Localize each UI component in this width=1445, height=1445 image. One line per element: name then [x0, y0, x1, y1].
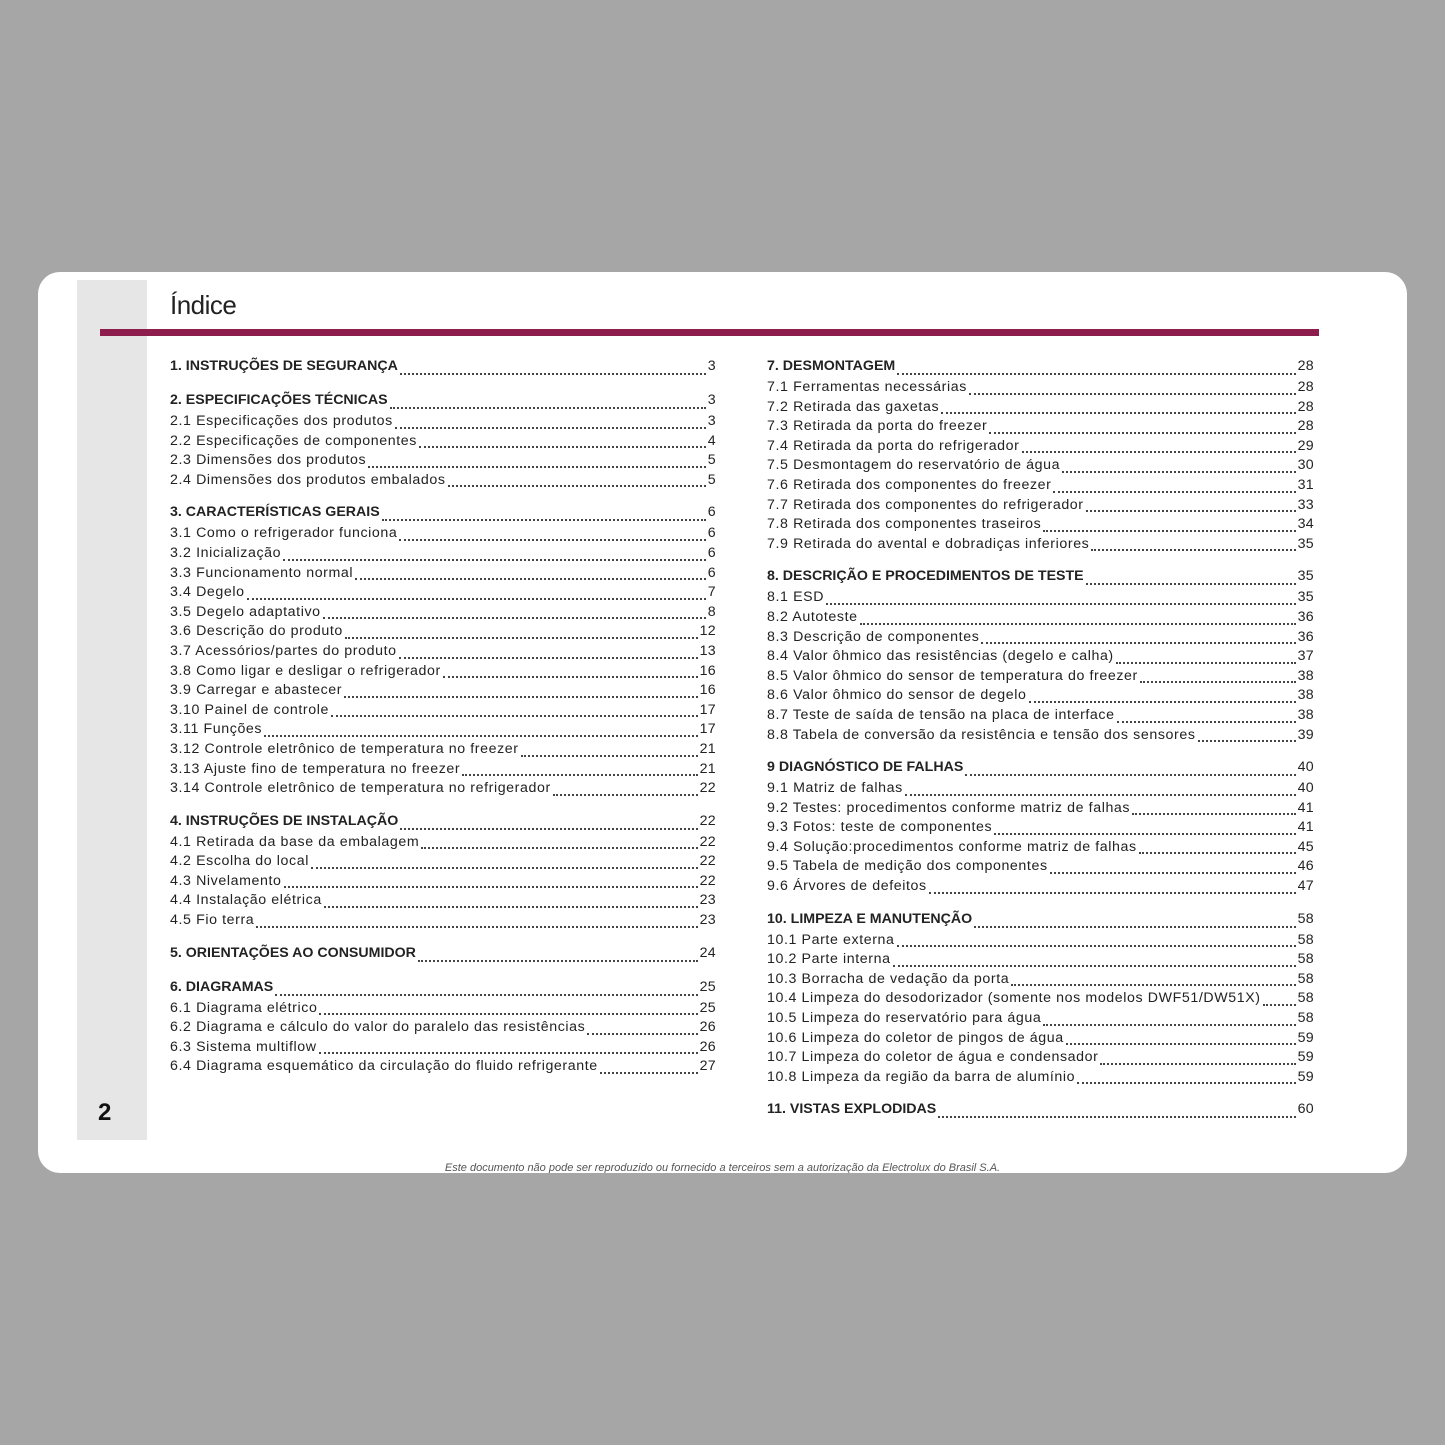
dot-leader: [421, 846, 697, 849]
toc-page-number: 7: [707, 584, 716, 601]
toc-page-number: 8: [707, 603, 716, 620]
toc-page-number: 28: [1297, 358, 1314, 374]
toc-page-number: 41: [1297, 819, 1314, 836]
toc-entry[interactable]: [767, 668, 1314, 688]
dot-leader: [965, 773, 1295, 776]
toc-page-number: 31: [1297, 476, 1314, 493]
toc-entry-label: 9.5 Tabela de medição dos componentes: [767, 858, 1048, 875]
toc-entry-label: 7.9 Retirada do avental e dobradiças inferiores: [767, 535, 1090, 552]
toc-entry[interactable]: [170, 413, 716, 433]
dot-leader: [1086, 582, 1296, 585]
toc-entry[interactable]: [767, 497, 1314, 517]
toc-entry-label: 9.1 Matriz de falhas: [767, 780, 903, 797]
toc-entry[interactable]: [170, 873, 716, 893]
toc-page-number: 22: [699, 780, 716, 797]
toc-entry[interactable]: [767, 707, 1314, 727]
dot-leader: [344, 695, 697, 698]
toc-entry[interactable]: [170, 741, 716, 761]
toc-entry-label: 8.7 Teste de saída de tensão na placa de interface: [767, 706, 1115, 723]
toc-entry-label: 7.1 Ferramentas necessárias: [767, 379, 967, 395]
toc-entry[interactable]: [170, 892, 716, 912]
toc-entry[interactable]: [170, 584, 716, 604]
toc-entry-label: 10.4 Limpeza do desodorizador (somente nos modelos DWF51/DW51X): [767, 990, 1261, 1007]
toc-entry[interactable]: [767, 819, 1314, 839]
toc-page-number: 37: [1297, 648, 1314, 665]
toc-entry-label: 4.4 Instalação elétrica: [170, 892, 322, 909]
toc-section-heading[interactable]: [170, 813, 716, 834]
toc-entry[interactable]: [170, 643, 716, 663]
dot-leader: [1140, 680, 1296, 683]
toc-entry[interactable]: [170, 1039, 716, 1059]
toc-page-number: 59: [1297, 1068, 1314, 1085]
toc-entry-label: 7.3 Retirada da porta do freezer: [767, 418, 988, 435]
dot-leader: [443, 675, 698, 678]
toc-page-number: 45: [1297, 838, 1314, 855]
toc-entry[interactable]: [767, 800, 1314, 820]
toc-entry-label: 7.6 Retirada dos componentes do freezer: [767, 476, 1052, 493]
toc-section: [170, 945, 716, 966]
toc-page-number: 25: [699, 999, 716, 1016]
dot-leader: [1022, 450, 1296, 453]
dot-leader: [587, 1032, 697, 1035]
toc-entry[interactable]: [170, 702, 716, 722]
dot-leader: [826, 602, 1296, 605]
toc-entry-label: 9.2 Testes: procedimentos conforme matriz de falhas: [767, 799, 1131, 816]
toc-page-number: 33: [1297, 496, 1314, 513]
toc-section-heading[interactable]: [170, 945, 716, 966]
toc-entry[interactable]: [170, 525, 716, 545]
toc-entry[interactable]: [170, 834, 716, 854]
dot-leader: [319, 1012, 697, 1015]
toc-entry[interactable]: [170, 452, 716, 472]
toc-entry-label: 8.1 ESD: [767, 589, 825, 606]
toc-page-number: 28: [1297, 418, 1314, 435]
toc-page-number: 58: [1297, 951, 1314, 968]
dot-leader: [897, 944, 1296, 947]
toc-section: [170, 979, 716, 1078]
toc-heading-label: 1. INSTRUÇÕES DE SEGURANÇA: [170, 358, 398, 374]
toc-page-number: 58: [1297, 910, 1314, 927]
toc-entry-label: 9.3 Fotos: teste de componentes: [767, 819, 993, 836]
toc-section: [170, 358, 716, 379]
dot-leader: [553, 793, 698, 796]
toc-entry[interactable]: [170, 1019, 716, 1039]
toc-section-heading[interactable]: [170, 504, 716, 525]
toc-entry-label: 6.2 Diagrama e cálculo do valor do paralelo das resistências: [170, 1019, 586, 1036]
toc-entry-label: 3.5 Degelo adaptativo: [170, 603, 321, 620]
toc-entry-label: 7.5 Desmontagem do reservatório de água: [767, 457, 1061, 474]
toc-entry[interactable]: [170, 761, 716, 781]
dot-leader: [382, 518, 706, 521]
toc-entry[interactable]: [767, 379, 1314, 399]
toc-page-number: 41: [1297, 799, 1314, 816]
toc-page-number: 3: [707, 413, 716, 429]
dot-leader: [311, 866, 698, 869]
toc-entry-label: 3.7 Acessórios/partes do produto: [170, 642, 397, 659]
toc-page-number: 22: [699, 833, 716, 850]
dot-leader: [981, 641, 1295, 644]
toc-entry[interactable]: [170, 912, 716, 932]
toc-entry-label: 2.3 Dimensões dos produtos: [170, 452, 367, 469]
toc-entry[interactable]: [767, 1049, 1314, 1069]
dot-leader: [941, 411, 1295, 414]
toc-heading-label: 10. LIMPEZA E MANUTENÇÃO: [767, 910, 973, 927]
toc-page-number: 35: [1297, 535, 1314, 552]
toc-entry[interactable]: [170, 433, 716, 453]
toc-entry[interactable]: [767, 858, 1314, 878]
toc-entry-label: 7.8 Retirada dos componentes traseiros: [767, 516, 1042, 533]
dot-leader: [395, 426, 706, 429]
dot-leader: [929, 891, 1296, 894]
toc-entry-label: 7.4 Retirada da porta do refrigerador: [767, 437, 1020, 454]
dot-leader: [368, 465, 706, 468]
dot-leader: [974, 925, 1295, 928]
toc-entry[interactable]: [170, 780, 716, 800]
toc-entry-label: 3.13 Ajuste fino de temperatura no freezer: [170, 760, 461, 777]
toc-page-number: 16: [699, 662, 716, 679]
toc-entry-label: 3.4 Degelo: [170, 584, 245, 601]
toc-entry[interactable]: [767, 727, 1314, 747]
toc-page-number: 17: [699, 701, 716, 718]
toc-entry[interactable]: [170, 604, 716, 624]
toc-heading-label: 5. ORIENTAÇÕES AO CONSUMIDOR: [170, 944, 416, 961]
dot-leader: [1062, 470, 1295, 473]
dot-leader: [1117, 720, 1296, 723]
toc-page-number: 12: [699, 623, 716, 640]
toc-entry-label: 3.10 Painel de controle: [170, 701, 329, 718]
toc-entry-label: 3.3 Funcionamento normal: [170, 564, 354, 581]
toc-page-number: 24: [699, 944, 716, 961]
toc-entry-label: 9.6 Árvores de defeitos: [767, 878, 927, 895]
toc-page-number: 38: [1297, 687, 1314, 704]
dot-leader: [345, 636, 698, 639]
toc-heading-label: 4. INSTRUÇÕES DE INSTALAÇÃO: [170, 812, 399, 829]
dot-leader: [893, 964, 1296, 967]
toc-page-number: 21: [699, 740, 716, 757]
toc-entry-label: 2.1 Especificações dos produtos: [170, 413, 393, 429]
toc-page-number: 17: [699, 721, 716, 738]
toc-entry-label: 3.1 Como o refrigerador funciona: [170, 525, 398, 542]
toc-entry-label: 8.3 Descrição de componentes: [767, 628, 980, 645]
toc-heading-label: 6. DIAGRAMAS: [170, 978, 274, 995]
toc-page-number: 3: [707, 392, 716, 408]
toc-page-number: 28: [1297, 379, 1314, 395]
toc-entry-label: 10.8 Limpeza da região da barra de alumínio: [767, 1068, 1076, 1085]
toc-page-number: 30: [1297, 457, 1314, 474]
dot-leader: [331, 714, 698, 717]
toc-entry-label: 8.5 Valor ôhmico do sensor de temperatura do freezer: [767, 667, 1138, 684]
toc-section: [767, 358, 1314, 555]
toc-entry[interactable]: [170, 663, 716, 683]
toc-entry[interactable]: [767, 839, 1314, 859]
toc-page-number: 5: [707, 471, 716, 488]
dot-leader: [938, 1115, 1295, 1118]
toc-section: [170, 813, 716, 932]
toc-section: [170, 504, 716, 799]
toc-page-number: 28: [1297, 398, 1314, 415]
toc-entry[interactable]: [767, 589, 1314, 609]
dot-leader: [1116, 661, 1296, 664]
toc-page-number: 58: [1297, 990, 1314, 1007]
toc-page-number: 39: [1297, 726, 1314, 743]
toc-entry[interactable]: [767, 438, 1314, 458]
toc-entry-label: 3.11 Funções: [170, 721, 263, 738]
toc-section-heading[interactable]: [767, 759, 1314, 780]
toc-entry[interactable]: [767, 951, 1314, 971]
dot-leader: [860, 622, 1296, 625]
toc-section-heading[interactable]: [170, 979, 716, 1000]
toc-entry-label: 10.3 Borracha de vedação da porta: [767, 970, 1010, 987]
toc-page-number: 27: [699, 1058, 716, 1075]
toc-section: [767, 759, 1314, 898]
toc-section: [767, 1101, 1314, 1122]
toc-page-number: 4: [707, 432, 716, 449]
toc-page-number: 40: [1297, 759, 1314, 776]
toc-entry-label: 4.2 Escolha do local: [170, 853, 309, 870]
dot-leader: [400, 372, 706, 375]
dot-leader: [256, 925, 697, 928]
toc-section-heading[interactable]: [767, 358, 1314, 379]
toc-entry-label: 3.8 Como ligar e desligar o refrigerador: [170, 662, 441, 679]
footer-disclaimer: Este documento não pode ser reproduzido ou fornecido a terceiros sem a autorização da Electrolux do Brasil S.A.: [444, 1162, 1001, 1173]
toc-page-number: 58: [1297, 1010, 1314, 1027]
toc-entry-label: 10.1 Parte externa: [767, 931, 895, 948]
toc-entry-label: 3.14 Controle eletrônico de temperatura no refrigerador: [170, 780, 551, 797]
toc-page-number: 46: [1297, 858, 1314, 875]
dot-leader: [275, 993, 697, 996]
dot-leader: [399, 656, 698, 659]
toc-page-number: 16: [699, 682, 716, 699]
dot-leader: [1043, 529, 1295, 532]
toc-page-number: 13: [699, 642, 716, 659]
toc-entry-label: 3.12 Controle eletrônico de temperatura no freezer: [170, 740, 519, 757]
toc-entry[interactable]: [170, 853, 716, 873]
dot-leader: [989, 431, 1295, 434]
page-sidebar-strip: [77, 280, 147, 1140]
dot-leader: [247, 597, 706, 600]
dot-leader: [1091, 548, 1295, 551]
toc-page-number: 6: [707, 525, 716, 542]
toc-heading-label: 3. CARACTERÍSTICAS GERAIS: [170, 504, 380, 521]
toc-page-number: 5: [707, 452, 716, 469]
toc-entry[interactable]: [767, 687, 1314, 707]
dot-leader: [324, 905, 698, 908]
toc-entry-label: 7.2 Retirada das gaxetas: [767, 398, 940, 415]
dot-leader: [600, 1071, 698, 1074]
toc-section: [170, 392, 716, 491]
dot-leader: [323, 616, 706, 619]
dot-leader: [418, 959, 698, 962]
dot-leader: [969, 392, 1296, 395]
dot-leader: [1043, 1023, 1295, 1026]
toc-entry-label: 6.1 Diagrama elétrico: [170, 999, 318, 1016]
page-title: Índice: [170, 290, 237, 320]
toc-entry-label: 8.6 Valor ôhmico do sensor de degelo: [767, 687, 1027, 704]
title-divider: [100, 329, 1319, 336]
toc-entry-label: 3.6 Descrição do produto: [170, 623, 343, 640]
toc-entry[interactable]: [767, 878, 1314, 898]
toc-entry[interactable]: [170, 565, 716, 585]
toc-entry[interactable]: [170, 682, 716, 702]
toc-page-number: 23: [699, 912, 716, 929]
toc-entry-label: 10.6 Limpeza do coletor de pingos de água: [767, 1029, 1064, 1046]
toc-entry[interactable]: [767, 1069, 1314, 1089]
toc-entry-label: 8.8 Tabela de conversão da resistência e tensão dos sensores: [767, 726, 1196, 743]
dot-leader: [390, 406, 706, 409]
dot-leader: [1139, 851, 1296, 854]
toc-page-number: 38: [1297, 667, 1314, 684]
toc-page-number: 21: [699, 760, 716, 777]
toc-entry[interactable]: [767, 516, 1314, 536]
toc-section: [767, 911, 1314, 1089]
toc-page-number: 35: [1297, 589, 1314, 606]
toc-page-number: 60: [1297, 1101, 1314, 1118]
dot-leader: [1050, 871, 1296, 874]
toc-entry[interactable]: [767, 1030, 1314, 1050]
toc-entry[interactable]: [170, 545, 716, 565]
toc-page-number: 59: [1297, 1029, 1314, 1046]
toc-page-number: 3: [707, 358, 716, 374]
toc-entry[interactable]: [170, 472, 716, 492]
toc-page-number: 35: [1297, 568, 1314, 585]
toc-entry-label: 4.3 Nivelamento: [170, 872, 282, 889]
toc-page-number: 26: [699, 1019, 716, 1036]
toc-entry-label: 10.2 Parte interna: [767, 951, 891, 968]
toc-section-heading[interactable]: [170, 392, 716, 413]
dot-leader: [400, 827, 697, 830]
toc-entry[interactable]: [170, 721, 716, 741]
dot-leader: [905, 793, 1296, 796]
toc-page-number: 29: [1297, 437, 1314, 454]
dot-leader: [1053, 490, 1295, 493]
toc-entry-label: 10.5 Limpeza do reservatório para água: [767, 1010, 1042, 1027]
toc-entry[interactable]: [767, 648, 1314, 668]
toc-entry-label: 8.2 Autoteste: [767, 608, 858, 625]
toc-section-heading[interactable]: [767, 911, 1314, 932]
toc-page-number: 25: [699, 978, 716, 995]
toc-page-number: 22: [699, 853, 716, 870]
page-number: 2: [98, 1099, 112, 1126]
toc-entry-label: 4.5 Fio terra: [170, 912, 255, 929]
toc-page-number: 58: [1297, 931, 1314, 948]
toc-page-number: 6: [707, 544, 716, 561]
toc-section: [767, 568, 1314, 746]
dot-leader: [1132, 812, 1295, 815]
toc-page-number: 47: [1297, 878, 1314, 895]
dot-leader: [1198, 739, 1296, 742]
toc-entry-label: 10.7 Limpeza do coletor de água e condensador: [767, 1049, 1099, 1066]
toc-page-number: 36: [1297, 628, 1314, 645]
dot-leader: [462, 773, 697, 776]
dot-leader: [319, 1051, 698, 1054]
toc-entry[interactable]: [767, 418, 1314, 438]
toc-entry-label: 8.4 Valor ôhmico das resistências (degelo e calha): [767, 648, 1114, 665]
toc-page-number: 34: [1297, 516, 1314, 533]
toc-entry[interactable]: [767, 457, 1314, 477]
dot-leader: [1263, 1003, 1296, 1006]
dot-leader: [521, 754, 698, 757]
dot-leader: [283, 558, 706, 561]
toc-entry[interactable]: [767, 609, 1314, 629]
dot-leader: [1086, 509, 1296, 512]
toc-entry-label: 4.1 Retirada da base da embalagem: [170, 833, 420, 850]
document-page: [38, 272, 1407, 1173]
toc-entry[interactable]: [170, 1000, 716, 1020]
toc-page-number: 22: [699, 872, 716, 889]
dot-leader: [399, 538, 705, 541]
toc-section-heading[interactable]: [767, 1101, 1314, 1122]
toc-entry-label: 7.7 Retirada dos componentes do refrigerador: [767, 496, 1084, 513]
toc-heading-label: 7. DESMONTAGEM: [767, 358, 896, 374]
toc-entry-label: 2.4 Dimensões dos produtos embalados: [170, 471, 446, 488]
toc-page-number: 22: [699, 812, 716, 829]
dot-leader: [264, 734, 697, 737]
toc-entry-label: 3.2 Inicialização: [170, 544, 282, 561]
toc-page-number: 6: [707, 564, 716, 581]
toc-entry[interactable]: [767, 971, 1314, 991]
toc-page-number: 23: [699, 892, 716, 909]
dot-leader: [897, 372, 1295, 375]
dot-leader: [284, 885, 698, 888]
toc-entry-label: 6.4 Diagrama esquemático da circulação do fluido refrigerante: [170, 1058, 598, 1075]
toc-column-left: [170, 358, 716, 1091]
dot-leader: [448, 484, 706, 487]
toc-entry[interactable]: [170, 623, 716, 643]
toc-entry-label: 6.3 Sistema multiflow: [170, 1038, 317, 1055]
toc-entry[interactable]: [170, 1058, 716, 1078]
toc-entry[interactable]: [767, 990, 1314, 1010]
toc-page-number: 59: [1297, 1049, 1314, 1066]
toc-entry[interactable]: [767, 629, 1314, 649]
toc-page-number: 38: [1297, 706, 1314, 723]
toc-heading-label: 9 DIAGNÓSTICO DE FALHAS: [767, 759, 964, 776]
toc-page-number: 58: [1297, 970, 1314, 987]
toc-heading-label: 11. VISTAS EXPLODIDAS: [767, 1101, 937, 1118]
toc-entry[interactable]: [767, 536, 1314, 556]
dot-leader: [1029, 700, 1296, 703]
toc-column-right: [767, 358, 1314, 1135]
toc-section-heading[interactable]: [767, 568, 1314, 589]
toc-section-heading[interactable]: [170, 358, 716, 379]
dot-leader: [419, 445, 706, 448]
toc-entry[interactable]: [767, 780, 1314, 800]
dot-leader: [1066, 1042, 1296, 1045]
toc-entry[interactable]: [767, 932, 1314, 952]
toc-entry-label: 3.9 Carregar e abastecer: [170, 682, 343, 699]
dot-leader: [1077, 1081, 1295, 1084]
dot-leader: [355, 577, 706, 580]
toc-heading-label: 2. ESPECIFICAÇÕES TÉCNICAS: [170, 392, 388, 408]
toc-page-number: 40: [1297, 780, 1314, 797]
toc-page-number: 36: [1297, 608, 1314, 625]
toc-entry[interactable]: [767, 1010, 1314, 1030]
toc-entry[interactable]: [767, 399, 1314, 419]
toc-entry-label: 2.2 Especificações de componentes: [170, 432, 417, 449]
toc-page-number: 26: [699, 1038, 716, 1055]
dot-leader: [1011, 983, 1295, 986]
dot-leader: [1100, 1062, 1295, 1065]
dot-leader: [994, 832, 1295, 835]
toc-entry[interactable]: [767, 477, 1314, 497]
toc-entry-label: 9.4 Solução:procedimentos conforme matriz de falhas: [767, 838, 1137, 855]
toc-page-number: 6: [707, 504, 716, 521]
toc-heading-label: 8. DESCRIÇÃO E PROCEDIMENTOS DE TESTE: [767, 568, 1084, 585]
